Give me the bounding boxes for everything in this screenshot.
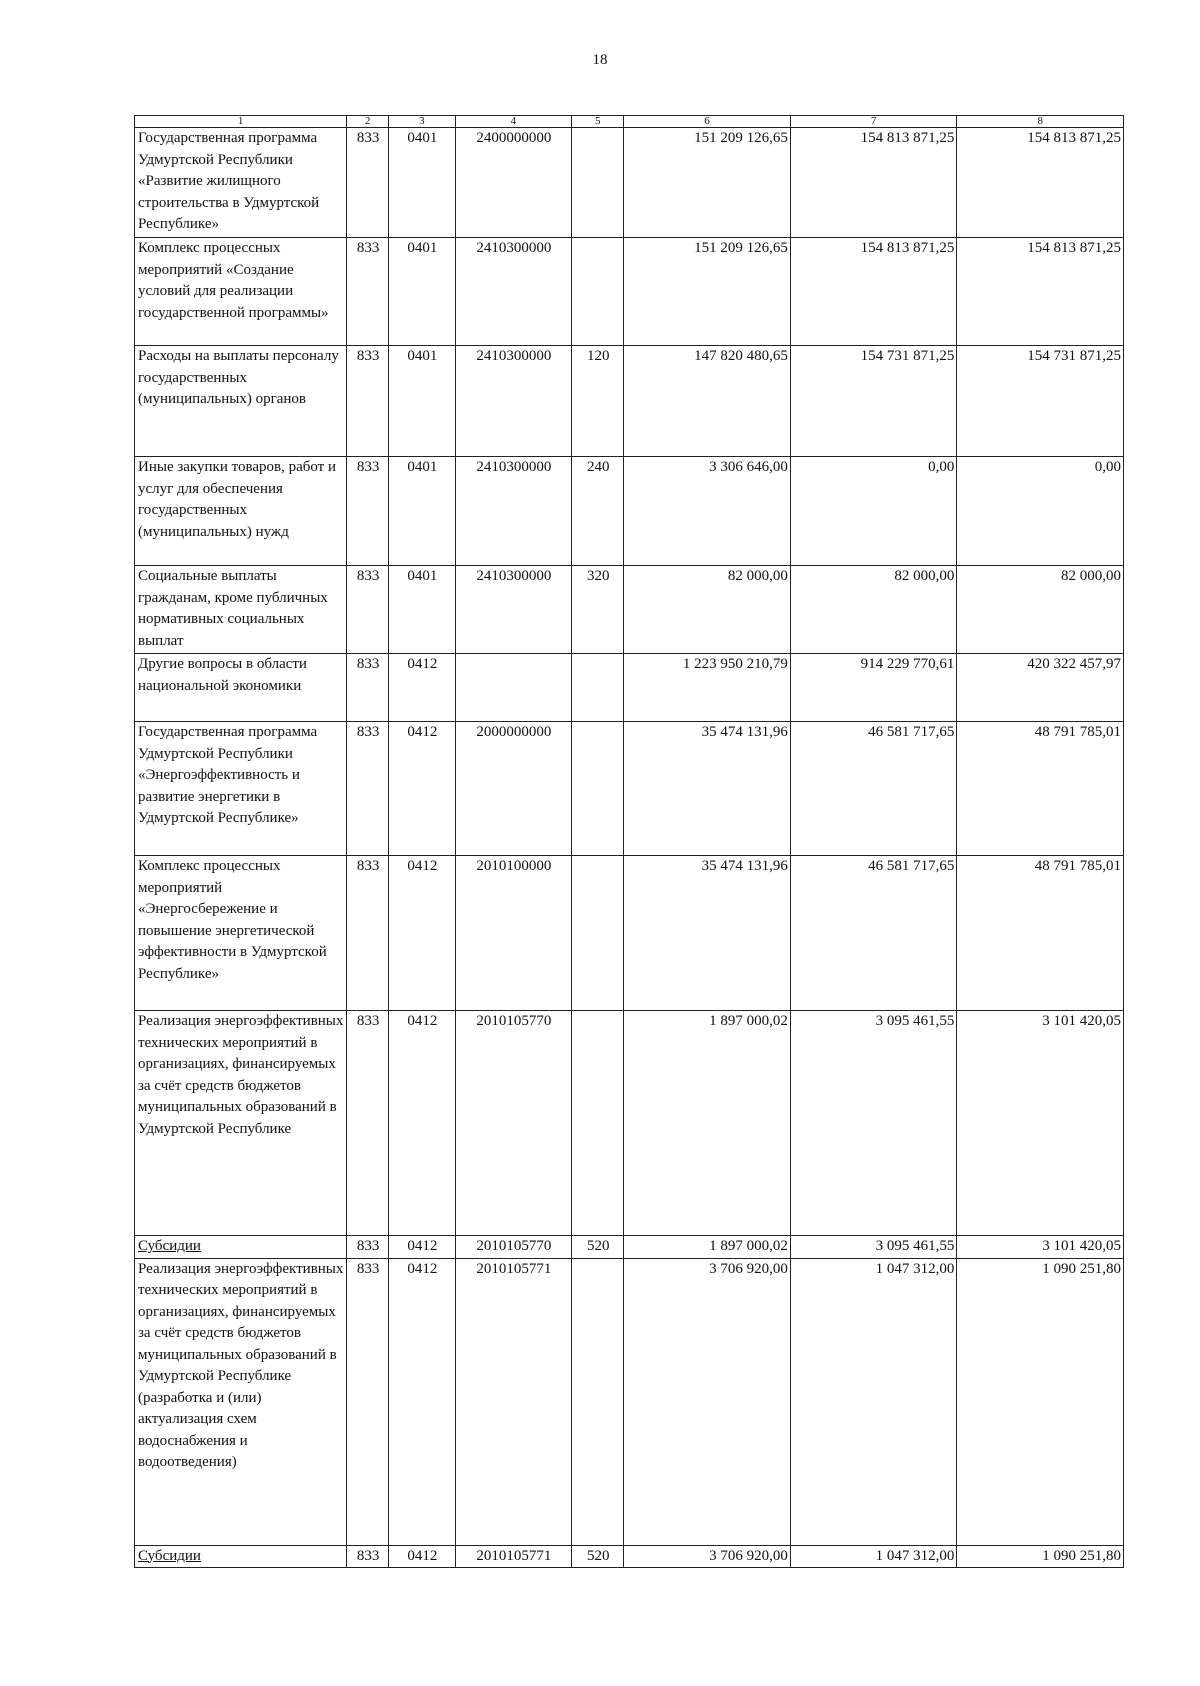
amount-col8: 3 101 420,05	[957, 1236, 1124, 1259]
amount-col7: 154 813 871,25	[790, 128, 957, 238]
column-number-row	[135, 116, 1124, 128]
table-row	[135, 1545, 1124, 1568]
table-row	[135, 346, 1124, 457]
amount-col7: 82 000,00	[790, 566, 957, 654]
page-number: 18	[592, 52, 608, 68]
column-number: 8	[957, 116, 1124, 128]
expense-type-code: 320	[572, 566, 624, 654]
section-code: 0412	[389, 1011, 456, 1236]
section-code: 0412	[389, 856, 456, 1011]
table-row	[135, 566, 1124, 654]
amount-col6: 3 706 920,00	[624, 1545, 791, 1568]
section-code: 0401	[389, 457, 456, 566]
target-article-code: 2010105770	[455, 1011, 572, 1236]
target-article-code: 2010105771	[455, 1258, 572, 1545]
expense-type-code: 520	[572, 1545, 624, 1568]
amount-col7: 46 581 717,65	[790, 856, 957, 1011]
amount-col8: 154 813 871,25	[957, 128, 1124, 238]
target-article-code	[455, 654, 572, 722]
table-row	[135, 654, 1124, 722]
table-row	[135, 238, 1124, 346]
amount-col8: 3 101 420,05	[957, 1011, 1124, 1236]
ministry-code: 833	[347, 346, 389, 457]
amount-col8: 0,00	[957, 457, 1124, 566]
amount-col8: 1 090 251,80	[957, 1258, 1124, 1545]
amount-col7: 46 581 717,65	[790, 722, 957, 856]
amount-col6: 147 820 480,65	[624, 346, 791, 457]
ministry-code: 833	[347, 1258, 389, 1545]
row-name: Субсидии	[135, 1545, 347, 1568]
column-number: 5	[572, 116, 624, 128]
expense-type-code: 240	[572, 457, 624, 566]
amount-col7: 154 731 871,25	[790, 346, 957, 457]
amount-col6: 3 306 646,00	[624, 457, 791, 566]
table-row	[135, 128, 1124, 238]
expense-type-code: 520	[572, 1236, 624, 1259]
amount-col6: 82 000,00	[624, 566, 791, 654]
column-number: 4	[455, 116, 572, 128]
amount-col7: 3 095 461,55	[790, 1236, 957, 1259]
target-article-code: 2400000000	[455, 128, 572, 238]
ministry-code: 833	[347, 1011, 389, 1236]
amount-col6: 35 474 131,96	[624, 722, 791, 856]
ministry-code: 833	[347, 722, 389, 856]
column-number: 2	[347, 116, 389, 128]
target-article-code: 2010105770	[455, 1236, 572, 1259]
target-article-code: 2410300000	[455, 566, 572, 654]
expense-type-code	[572, 128, 624, 238]
amount-col7: 154 813 871,25	[790, 238, 957, 346]
section-code: 0412	[389, 654, 456, 722]
ministry-code: 833	[347, 856, 389, 1011]
amount-col7: 1 047 312,00	[790, 1258, 957, 1545]
expense-type-code	[572, 1011, 624, 1236]
column-number: 7	[790, 116, 957, 128]
target-article-code: 2010105771	[455, 1545, 572, 1568]
amount-col7: 914 229 770,61	[790, 654, 957, 722]
table-row	[135, 1011, 1124, 1236]
row-name: Реализация энергоэффективных технических мероприятий в организациях, финансируемых за счёт средств бюджетов муниципальных образований в Удмуртской Республике (разработка и (или) актуализация схем водоснабжения и водоотведения)	[135, 1258, 347, 1545]
column-number: 1	[135, 116, 347, 128]
expense-type-code: 120	[572, 346, 624, 457]
budget-table	[134, 115, 1124, 1568]
target-article-code: 2410300000	[455, 457, 572, 566]
row-name: Комплекс процессных мероприятий «Энергосбережение и повышение энергетической эффективности в Удмуртской Республике»	[135, 856, 347, 1011]
ministry-code: 833	[347, 1545, 389, 1568]
section-code: 0401	[389, 238, 456, 346]
amount-col8: 1 090 251,80	[957, 1545, 1124, 1568]
amount-col6: 151 209 126,65	[624, 238, 791, 346]
row-name: Другие вопросы в области национальной экономики	[135, 654, 347, 722]
ministry-code: 833	[347, 566, 389, 654]
section-code: 0412	[389, 722, 456, 856]
ministry-code: 833	[347, 238, 389, 346]
amount-col6: 1 897 000,02	[624, 1011, 791, 1236]
section-code: 0401	[389, 566, 456, 654]
amount-col6: 1 897 000,02	[624, 1236, 791, 1259]
amount-col8: 420 322 457,97	[957, 654, 1124, 722]
amount-col8: 82 000,00	[957, 566, 1124, 654]
amount-col8: 154 813 871,25	[957, 238, 1124, 346]
amount-col7: 0,00	[790, 457, 957, 566]
target-article-code: 2410300000	[455, 346, 572, 457]
target-article-code: 2010100000	[455, 856, 572, 1011]
section-code: 0412	[389, 1236, 456, 1259]
row-name: Реализация энергоэффективных технических мероприятий в организациях, финансируемых за счёт средств бюджетов муниципальных образований в Удмуртской Республике	[135, 1011, 347, 1236]
column-number: 6	[624, 116, 791, 128]
amount-col6: 3 706 920,00	[624, 1258, 791, 1545]
row-name: Социальные выплаты гражданам, кроме публичных нормативных социальных выплат	[135, 566, 347, 654]
ministry-code: 833	[347, 457, 389, 566]
row-name: Комплекс процессных мероприятий «Создание условий для реализации государственной программы»	[135, 238, 347, 346]
expense-type-code	[572, 722, 624, 856]
ministry-code: 833	[347, 1236, 389, 1259]
amount-col6: 35 474 131,96	[624, 856, 791, 1011]
amount-col8: 48 791 785,01	[957, 722, 1124, 856]
row-name: Государственная программа Удмуртской Республики «Энергоэффективность и развитие энергетики в Удмуртской Республике»	[135, 722, 347, 856]
amount-col8: 48 791 785,01	[957, 856, 1124, 1011]
target-article-code: 2000000000	[455, 722, 572, 856]
section-code: 0401	[389, 128, 456, 238]
section-code: 0412	[389, 1545, 456, 1568]
amount-col7: 1 047 312,00	[790, 1545, 957, 1568]
section-code: 0412	[389, 1258, 456, 1545]
section-code: 0401	[389, 346, 456, 457]
row-name: Расходы на выплаты персоналу государственных (муниципальных) органов	[135, 346, 347, 457]
amount-col8: 154 731 871,25	[957, 346, 1124, 457]
table-row	[135, 1236, 1124, 1259]
ministry-code: 833	[347, 128, 389, 238]
row-name: Государственная программа Удмуртской Республики «Развитие жилищного строительства в Удмуртской Республике»	[135, 128, 347, 238]
amount-col6: 1 223 950 210,79	[624, 654, 791, 722]
table-row	[135, 1258, 1124, 1545]
amount-col7: 3 095 461,55	[790, 1011, 957, 1236]
expense-type-code	[572, 238, 624, 346]
expense-type-code	[572, 856, 624, 1011]
row-name: Субсидии	[135, 1236, 347, 1259]
row-name: Иные закупки товаров, работ и услуг для обеспечения государственных (муниципальных) нужд	[135, 457, 347, 566]
table-row	[135, 856, 1124, 1011]
amount-col6: 151 209 126,65	[624, 128, 791, 238]
target-article-code: 2410300000	[455, 238, 572, 346]
ministry-code: 833	[347, 654, 389, 722]
table-row	[135, 722, 1124, 856]
expense-type-code	[572, 654, 624, 722]
column-number: 3	[389, 116, 456, 128]
table-row	[135, 457, 1124, 566]
expense-type-code	[572, 1258, 624, 1545]
